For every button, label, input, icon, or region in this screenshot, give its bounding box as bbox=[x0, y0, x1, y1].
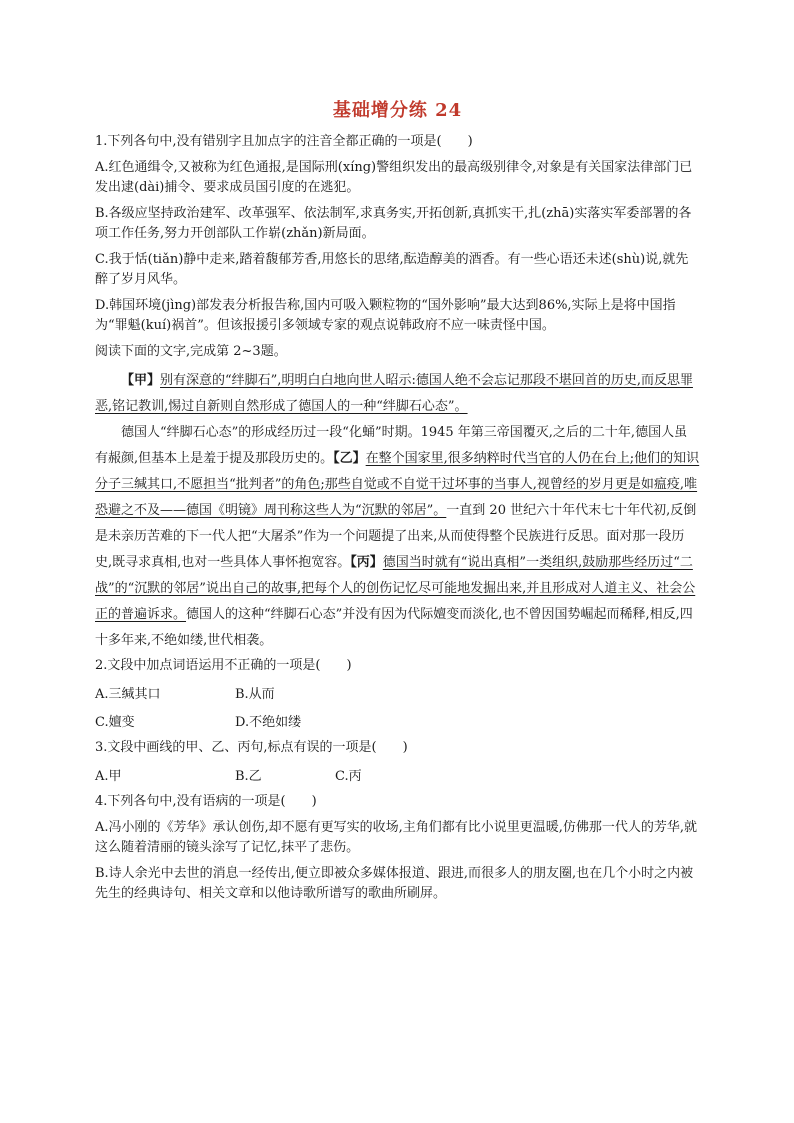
underlined-sentence-jia: 别有深意的“绊脚石”,明明白白地向世人昭示:德国人绝不会忘记那段不堪回首的历史,而反思罪恶,铭记教训,惕过自新则自然形成了德国人的一种“绊脚石心态”。 bbox=[95, 373, 693, 414]
question-3 bbox=[95, 738, 700, 790]
worksheet-page bbox=[95, 96, 700, 910]
question-4-option-b: B.诗人余光中去世的消息一经传出,便立即被众多媒体报道、跟进,而很多人的朋友圈,也在几个小时之内被先生的经典诗句、相关文章和以他诗歌所谱写的歌曲所刷屏。 bbox=[95, 866, 694, 901]
underlined-sentence-bing: 德国当时就有“说出真相”一类组织,鼓励那些经历过“二战”的“沉默的邻居”说出自己的故事,把每个人的创伤记忆尽可能地发掘出来,并且形成对人道主义、社会公正的普遍诉求。 bbox=[95, 555, 696, 622]
question-2-option-d: D.不绝如缕 bbox=[235, 715, 302, 730]
question-2-option-c: C.嬗变 bbox=[95, 715, 135, 730]
question-1-option-a: A.红色通缉令,又被称为红色通报,是国际刑(xíng)警组织发出的最高级别律令,对象是有关国家法律部门已发出逮(dài)捕令、要求成员国引度的在逃犯。 bbox=[95, 160, 693, 195]
question-3-stem: 3.文段中画线的甲、乙、丙句,标点有误的一项是( ) bbox=[95, 740, 408, 755]
question-2-option-b: B.从而 bbox=[235, 687, 275, 702]
passage-text: 德国人“绊脚石心态”的形成经历过一段“化蛹”时期。1945 年第三帝国覆灭,之后的二十年,德国人虽有赧颜,但基本上是羞于提及那段历史的。 bbox=[95, 425, 688, 466]
question-4-option-a: A.冯小刚的《芳华》承认创伤,却不愿有更写实的收场,主角们都有比小说里更温暖,仿佛那一代人的芳华,就这么随着清丽的镜头涂写了记忆,抹平了悲伤。 bbox=[95, 820, 698, 855]
question-1-option-b: B.各级应坚持政治建军、改革强军、依法制军,求真务实,开拓创新,真抓实干,扎(zhā)实落实军委部署的各项工作任务,努力开创部队工作崭(zhǎn)新局面。 bbox=[95, 206, 692, 241]
question-1-option-c: C.我于恬(tiǎn)静中走来,踏着馥郁芳香,用悠长的思绪,酝造醇美的酒香。有一些心语还未述(shù)说,就先醉了岁月风华。 bbox=[95, 252, 689, 287]
question-3-option-b: B.乙 bbox=[235, 769, 262, 784]
question-2 bbox=[95, 656, 700, 736]
question-4-stem: 4.下列各句中,没有语病的一项是( ) bbox=[95, 794, 317, 809]
question-2-options-row-2 bbox=[95, 710, 700, 736]
question-2-options-row-1 bbox=[95, 682, 700, 708]
passage-text: 德国人的这种“绊脚石心态”并没有因为代际嬗变而淡化,也不曾因国势崛起而稀释,相反,四十多年来,不绝如缕,世代相袭。 bbox=[95, 607, 693, 648]
question-1 bbox=[95, 132, 700, 336]
marker-yi: 【乙】 bbox=[333, 451, 366, 466]
question-3-options-row bbox=[95, 764, 700, 790]
reading-intro: 阅读下面的文字,完成第 2~3题。 bbox=[95, 344, 287, 359]
marker-bing: 【丙】 bbox=[350, 555, 383, 570]
question-1-option-d: D.韩国环境(jìng)部发表分析报告称,国内可吸入颗粒物的“国外影响”最大达到86%,实际上是将中国指为“罪魁(kuí)祸首”。但该报援引多领域专家的观点说韩政府不应一味责怪中国。 bbox=[95, 298, 676, 333]
question-3-option-c: C.丙 bbox=[335, 769, 362, 784]
page-title: 基础增分练 24 bbox=[332, 100, 463, 121]
passage-text: 一直到 20 世纪六十年代末七十年代初,反倒是未亲历苦难的下一代人把“大屠杀”作为一个问题提了出来,从而使得整个民族进行反思。面对那一段历史,既寻求真相,也对一些具体人事怀抱宽容。 bbox=[95, 503, 697, 570]
question-3-option-a: A.甲 bbox=[95, 769, 122, 784]
passage-paragraph-2 bbox=[95, 420, 700, 654]
question-2-stem: 2.文段中加点词语运用不正确的一项是( ) bbox=[95, 658, 352, 673]
question-4 bbox=[95, 792, 700, 904]
question-2-option-a: A.三缄其口 bbox=[95, 687, 161, 702]
question-1-stem: 1.下列各句中,没有错别字且加点字的注音全都正确的一项是( ) bbox=[95, 134, 473, 149]
underlined-sentence-yi: 在整个国家里,很多纳粹时代当官的人仍在台上;他们的知识分子三缄其口,不愿担当“批判者”的角色;那些自觉或不自觉干过坏事的当事人,视曾经的岁月更是如瘟疫,唯恐避之不及——德国《明镜》周刊称这些人为“沉默的邻居”。 bbox=[95, 451, 700, 518]
reading-passage bbox=[95, 368, 700, 654]
marker-jia: 【甲】 bbox=[121, 373, 161, 388]
passage-paragraph-1 bbox=[95, 368, 700, 420]
